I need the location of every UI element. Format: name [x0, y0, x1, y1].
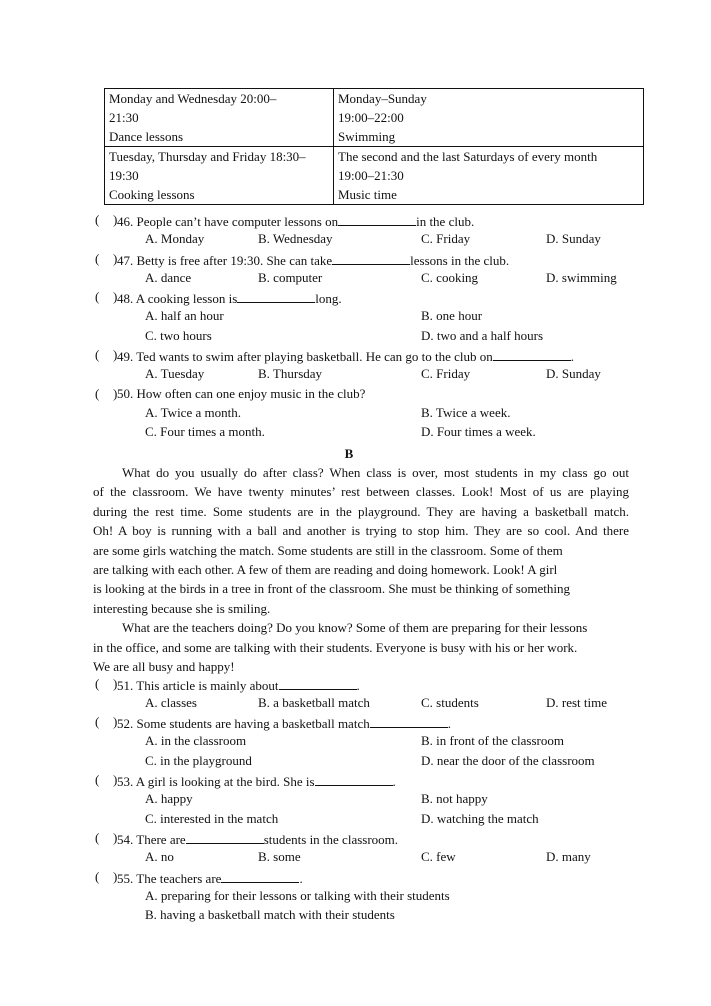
option-d[interactable]: D. many [546, 849, 591, 864]
option-c[interactable]: C. two hours [145, 328, 212, 343]
answer-blank [370, 714, 448, 728]
question-47 [0, 251, 711, 270]
table-cell-swimming: Monday–Sunday 19:00–22:00 Swimming [334, 89, 644, 147]
answer-paren-close: ) [113, 830, 118, 845]
options-48-row1 [0, 308, 711, 327]
options-48-row2 [0, 328, 711, 347]
option-d[interactable]: D. Sunday [546, 231, 601, 246]
option-a[interactable]: A. happy [145, 791, 193, 806]
question-51 [0, 676, 711, 695]
answer-paren-close: ) [113, 772, 118, 787]
option-a[interactable]: A. no [145, 849, 174, 864]
table-cell-dance: Monday and Wednesday 20:00– 21:30 Dance lessons [105, 89, 334, 147]
table-row [105, 89, 644, 147]
question-54 [0, 830, 711, 849]
options-51 [0, 695, 711, 714]
passage-line: is looking at the birds in a tree in front of the classroom. She must be thinking of something [93, 581, 570, 597]
option-c[interactable]: C. in the playground [145, 753, 252, 768]
options-55-b [0, 907, 711, 926]
section-title: B [344, 446, 354, 461]
option-a[interactable]: A. Tuesday [145, 366, 205, 381]
question-text: 46. People can’t have computer lessons on [117, 214, 339, 229]
answer-paren-open[interactable]: ( [95, 212, 100, 227]
option-d[interactable]: D. Four times a week. [421, 424, 536, 439]
answer-paren-close: ) [113, 714, 118, 729]
question-text-after: . [392, 774, 396, 789]
answer-paren-close: ) [113, 289, 118, 304]
answer-paren-open[interactable]: ( [95, 251, 100, 266]
option-b[interactable]: B. Twice a week. [421, 405, 511, 420]
option-a[interactable]: A. in the classroom [145, 733, 247, 748]
answer-paren-open[interactable]: ( [95, 386, 100, 401]
passage-line: What are the teachers doing? Do you know? Some of them are preparing for their lessons [122, 620, 588, 636]
option-d[interactable]: D. two and a half hours [421, 328, 544, 343]
passage-line: in the office, and some are talking with their students. Everyone is busy with his or her work. [93, 639, 578, 655]
options-53-row1 [0, 791, 711, 810]
answer-paren-open[interactable]: ( [95, 676, 100, 691]
question-49 [0, 347, 711, 366]
question-text-after: . [299, 871, 303, 886]
option-b[interactable]: B. a basketball match [258, 695, 370, 710]
passage-line: are talking with each other. A few of them are reading and doing homework. Look! A girl [93, 561, 558, 577]
answer-blank [338, 212, 416, 226]
options-55-a [0, 888, 711, 907]
answer-paren-open[interactable]: ( [95, 830, 100, 845]
question-text: 50. How often can one enjoy music in the club? [117, 386, 366, 401]
question-text-after: . [570, 349, 575, 364]
option-c[interactable]: C. Four times a month. [145, 424, 265, 439]
question-text-after: long. [315, 291, 342, 306]
option-a[interactable]: A. dance [145, 270, 192, 285]
option-b[interactable]: B. Thursday [258, 366, 323, 381]
club-schedule-table [104, 88, 644, 205]
answer-blank [332, 251, 410, 265]
question-text-after: . [447, 716, 451, 731]
option-b[interactable]: B. one hour [421, 308, 483, 323]
question-53 [0, 772, 711, 791]
option-b[interactable]: B. some [258, 849, 301, 864]
option-b[interactable]: B. in front of the classroom [421, 733, 564, 748]
answer-blank [186, 830, 264, 844]
options-47 [0, 270, 711, 289]
answer-paren-close: ) [113, 212, 118, 227]
options-50-row1 [0, 405, 711, 424]
options-49 [0, 366, 711, 385]
option-c[interactable]: C. students [421, 695, 479, 710]
answer-paren-close: ) [113, 386, 118, 401]
option-a[interactable]: A. preparing for their lessons or talking with their students [145, 888, 450, 903]
table-row [105, 147, 644, 205]
question-46 [0, 212, 711, 231]
answer-blank [279, 676, 357, 690]
option-a[interactable]: A. classes [145, 695, 197, 710]
answer-paren-open[interactable]: ( [95, 289, 100, 304]
option-c[interactable]: C. cooking [421, 270, 479, 285]
answer-blank [221, 869, 299, 883]
option-a[interactable]: A. Monday [145, 231, 205, 246]
option-d[interactable]: D. near the door of the classroom [421, 753, 595, 768]
option-a[interactable]: A. Twice a month. [145, 405, 241, 420]
question-48 [0, 289, 711, 308]
options-52-row2 [0, 753, 711, 772]
question-text-after: . [356, 678, 360, 693]
options-53-row2 [0, 811, 711, 830]
option-c[interactable]: C. Friday [421, 231, 471, 246]
question-55 [0, 869, 711, 888]
passage-line: of the classroom. We have twenty minutes’ rest between classes. Look! Most of us are playing [93, 484, 629, 500]
question-text: 49. Ted wants to swim after playing basketball. He can go to the club on [117, 349, 493, 364]
passage-line: Oh! A boy is running with a ball and another is trying to stop him. They are so cool. And there [93, 523, 629, 539]
options-54 [0, 849, 711, 868]
options-50-row2 [0, 424, 711, 443]
passage-line: We are all busy and happy! [93, 658, 235, 674]
option-d[interactable]: D. Sunday [546, 366, 601, 381]
answer-blank [493, 347, 571, 361]
answer-blank [315, 772, 393, 786]
question-text: 51. This article is mainly about [117, 678, 279, 693]
option-d[interactable]: D. rest time [546, 695, 608, 710]
option-b[interactable]: B. not happy [421, 791, 488, 806]
answer-paren-open[interactable]: ( [95, 772, 100, 787]
passage-line: are some girls watching the match. Some students are still in the classroom. Some of them [93, 542, 563, 558]
answer-paren-open[interactable]: ( [95, 347, 100, 362]
question-text: 54. There are [117, 832, 186, 847]
option-d[interactable]: D. swimming [546, 270, 617, 285]
question-text-after: students in the classroom. [263, 832, 399, 847]
passage-line: interesting because she is smiling. [93, 600, 271, 616]
option-c[interactable]: C. few [421, 849, 456, 864]
question-text: 48. A cooking lesson is [117, 291, 238, 306]
answer-paren-close: ) [113, 251, 118, 266]
question-text: 53. A girl is looking at the bird. She is [117, 774, 315, 789]
options-52-row1 [0, 733, 711, 752]
answer-paren-open[interactable]: ( [95, 869, 100, 884]
question-52 [0, 714, 711, 733]
table-cell-music: The second and the last Saturdays of every month 19:00–21:30 Music time [334, 147, 644, 205]
answer-paren-close: ) [113, 676, 118, 691]
passage-line: What do you usually do after class? When class is over, most students in my class go out [122, 465, 629, 480]
table-cell-cooking: Tuesday, Thursday and Friday 18:30– 19:30 Cooking lessons [105, 147, 334, 205]
question-50 [0, 386, 711, 405]
option-c[interactable]: C. interested in the match [145, 811, 279, 826]
answer-blank [237, 289, 315, 303]
question-text: 55. The teachers are [117, 871, 222, 886]
option-a[interactable]: A. half an hour [145, 308, 224, 323]
question-text-after: in the club. [416, 214, 475, 229]
question-text: 52. Some students are having a basketball match [117, 716, 370, 731]
passage-line: during the rest time. Some students are in the playground. They are having a basketball match. [93, 503, 629, 519]
reading-passage [93, 463, 629, 676]
option-b[interactable]: B. computer [258, 270, 323, 285]
answer-paren-close: ) [113, 869, 118, 884]
options-46 [0, 231, 711, 250]
question-text: 47. Betty is free after 19:30. She can take [117, 253, 333, 268]
option-b[interactable]: B. having a basketball match with their students [145, 907, 395, 922]
answer-paren-open[interactable]: ( [95, 714, 100, 729]
question-text-after: lessons in the club. [410, 253, 510, 268]
option-c[interactable]: C. Friday [421, 366, 471, 381]
option-d[interactable]: D. watching the match [421, 811, 539, 826]
answer-paren-close: ) [113, 347, 118, 362]
option-b[interactable]: B. Wednesday [258, 231, 333, 246]
